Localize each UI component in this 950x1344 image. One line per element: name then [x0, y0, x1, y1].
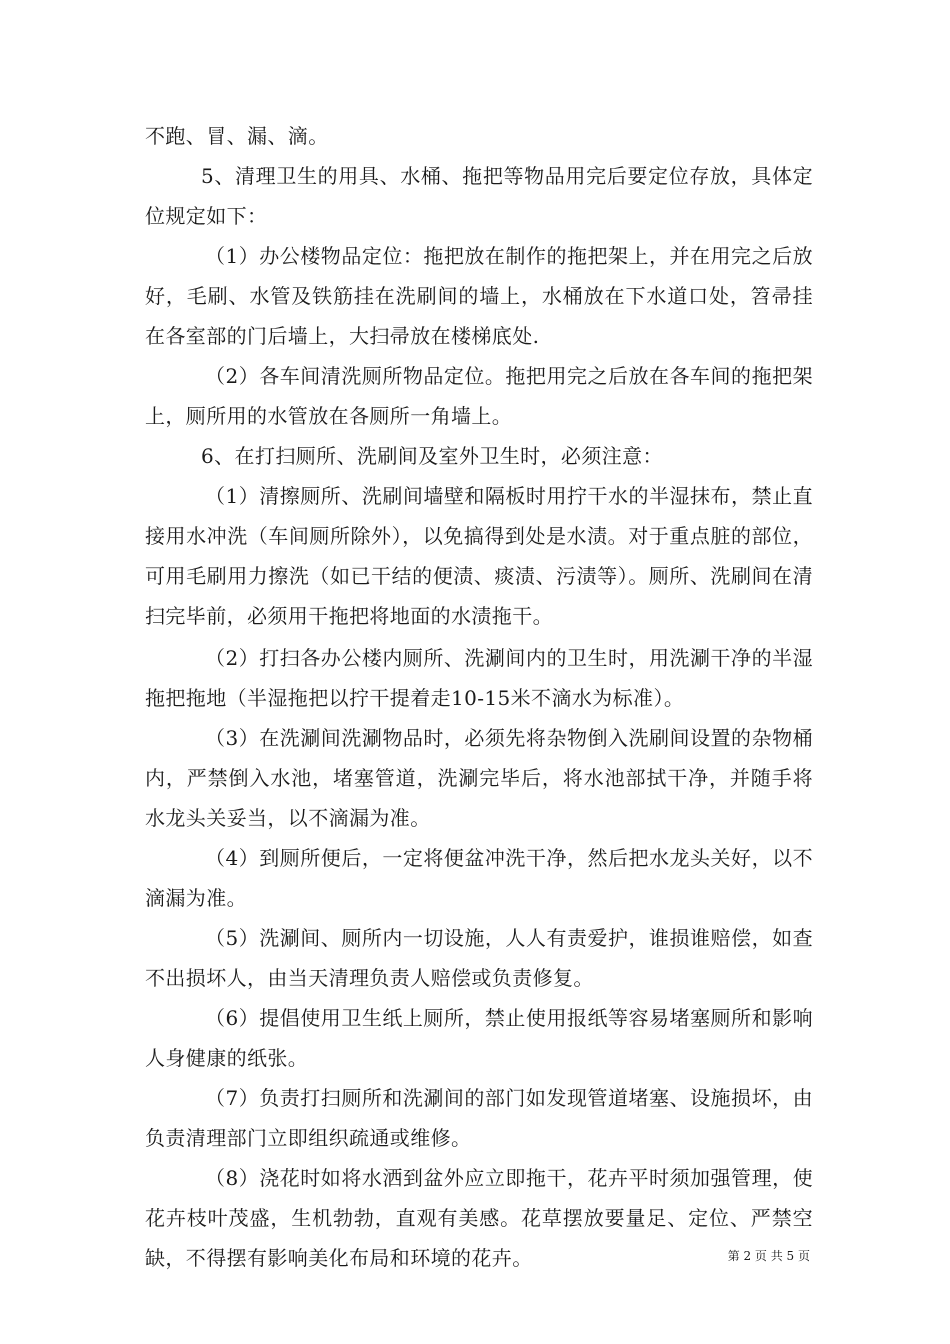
paragraph-continuation: 不跑、冒、漏、滴。 — [145, 124, 329, 148]
paragraph-item-6: 6、在打扫厕所、洗刷间及室外卫生时，必须注意： — [201, 444, 663, 468]
document-body — [145, 116, 813, 1278]
paragraph-item-6-5: （5）洗涮间、厕所内一切设施，人人有责爱护，谁损谁赔偿，如查不出损坏人，由当天清理负责人赔偿或负责修复。 — [145, 926, 813, 990]
paragraph-item-6-2: （2）打扫各办公楼内厕所、洗涮间内的卫生时，用洗涮干净的半湿拖把拖地（半湿拖把以拧干提着走10-15米不滴水为标准）。 — [145, 646, 813, 710]
paragraph-item-6-4: （4）到厕所便后，一定将便盆冲洗干净，然后把水龙头关好，以不滴漏为准。 — [145, 846, 813, 910]
paragraph-item-6-1: （1）清擦厕所、洗刷间墙壁和隔板时用拧干水的半湿抹布，禁止直接用水冲洗（车间厕所除外），以免搞得到处是水渍。对于重点脏的部位，可用毛刷用力擦洗（如已干结的便渍、痰渍、污渍等）。厕所、洗刷间在清扫完毕前，必须用干拖把将地面的水渍拖干。 — [145, 484, 813, 628]
paragraph-item-6-7: （7）负责打扫厕所和洗涮间的部门如发现管道堵塞、设施损坏，由负责清理部门立即组织疏通或维修。 — [145, 1086, 813, 1150]
paragraph-item-6-6: （6）提倡使用卫生纸上厕所，禁止使用报纸等容易堵塞厕所和影响人身健康的纸张。 — [145, 1006, 813, 1070]
paragraph-item-5-1: （1）办公楼物品定位：拖把放在制作的拖把架上，并在用完之后放好，毛刷、水管及铁筋挂在洗刷间的墙上，水桶放在下水道口处，笤帚挂在各室部的门后墙上，大扫帚放在楼梯底处. — [145, 244, 813, 348]
paragraph-item-6-8: （8）浇花时如将水洒到盆外应立即拖干，花卉平时须加强管理，使花卉枝叶茂盛，生机勃勃，直观有美感。花草摆放要量足、定位、严禁空缺，不得摆有影响美化布局和环境的花卉。 — [145, 1166, 813, 1270]
paragraph-item-5: 5、清理卫生的用具、水桶、拖把等物品用完后要定位存放，具体定位规定如下： — [145, 164, 813, 228]
paragraph-item-5-2: （2）各车间清洗厕所物品定位。拖把用完之后放在各车间的拖把架上，厕所用的水管放在各厕所一角墙上。 — [145, 364, 813, 428]
paragraph-item-6-3: （3）在洗涮间洗涮物品时，必须先将杂物倒入洗刷间设置的杂物桶内，严禁倒入水池，堵塞管道，洗涮完毕后，将水池部拭干净，并随手将水龙头关妥当，以不滴漏为准。 — [145, 726, 813, 830]
page-number-footer: 第 2 页 共 5 页 — [727, 1249, 810, 1263]
